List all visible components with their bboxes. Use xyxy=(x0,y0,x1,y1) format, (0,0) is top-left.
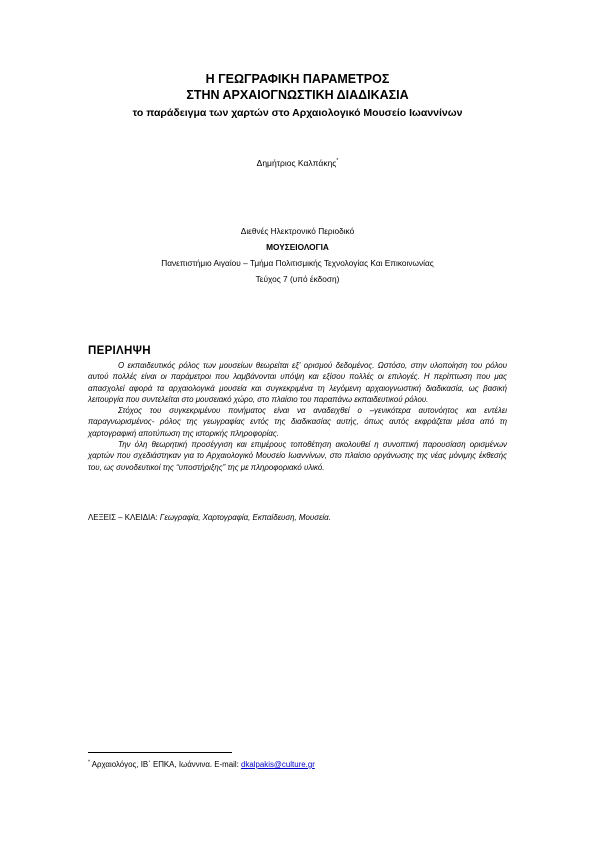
author-name: Δημήτριος Καλπάκης xyxy=(256,158,337,168)
journal-name: ΜΟΥΣΕΙΟΛΟΓΙΑ xyxy=(266,242,329,252)
abstract-heading: ΠΕΡΙΛΗΨΗ xyxy=(88,345,151,357)
footnote xyxy=(88,760,315,769)
footnote-separator xyxy=(88,752,232,753)
keywords-line xyxy=(88,513,331,522)
subtitle: το παράδειγμα των χαρτών στο Αρχαιολογικό Μουσείο Ιωαννίνων xyxy=(132,107,463,119)
keywords-terms: Γεωγραφία, Χαρτογραφία, Εκπαίδευση, Μουσεία. xyxy=(159,513,331,522)
abstract-paragraph-2: Στόχος του συγκεκριμένου πονήματος είναι να αναδειχθεί ο –γενικότερα αυτονόητος και εντέλει παραγνωρισμένος- ρόλος της γεωγραφίας εντός της διαδικασίας αυτής, όπως αυτός εκφράζεται μέσα από τη χαρτογραφική αποτύπωση της ιστορικής πληροφορίας. xyxy=(88,406,507,438)
abstract-paragraph-1: Ο εκπαιδευτικός ρόλος των μουσείων θεωρείται εξ' ορισμού δεδομένος. Ωστόσο, στην υλοποίηση του ρόλου αυτού πολλές είναι οι παράμετροι που λαμβάνονται υπόψη και εξίσου πολλές οι επιλογές. Η περίπτωση που μας απασχολεί αφορά τα αρχαιολογικά μουσεία και συγκεκριμένα τη λεγόμενη αρχαιογνωστική διαδικασία, ως βασική λειτουργία που συντελείται στο μουσειακό χώρο, στο πλαίσιο του παραπάνω εκπαιδευτικού ρόλου. xyxy=(88,361,507,404)
keywords-label: ΛΕΞΕΙΣ – ΚΛΕΙΔΙΑ: xyxy=(88,513,158,522)
title-line-1: Η ΓΕΩΓΡΑΦΙΚΗ ΠΑΡΑΜΕΤΡΟΣ xyxy=(205,72,390,86)
author-line xyxy=(0,158,595,168)
footnote-email-link[interactable]: dkalpakis@culture.gr xyxy=(241,760,315,769)
journal-issue: Τεύχος 7 (υπό έκδοση) xyxy=(255,274,340,284)
footnote-text: Αρχαιολόγος, ΙΒ΄ ΕΠΚΑ, Ιωάννινα. E-mail: xyxy=(91,760,242,769)
journal-block xyxy=(0,223,595,287)
title-line-2: ΣΤΗΝ ΑΡΧΑΙΟΓΝΩΣΤΙΚΗ ΔΙΑΔΙΚΑΣΙΑ xyxy=(186,88,409,102)
journal-type: Διεθνές Ηλεκτρονικό Περιοδικό xyxy=(240,226,355,236)
abstract-body xyxy=(88,360,507,473)
journal-institution: Πανεπιστήμιο Αιγαίου – Τμήμα Πολιτισμικής Τεχνολογίας Και Επικοινωνίας xyxy=(161,258,434,268)
footnote-mark: * xyxy=(88,759,90,766)
abstract-paragraph-3: Την όλη θεωρητική προσέγγιση και επιμέρους τοποθέτηση ακολουθεί η συνοπτική παρουσίαση ορισμένων χαρτών που σχεδιάστηκαν για το Αρχαιολογικό Μουσείο Ιωαννίνων, στο πλαίσιο οργάνωσης της νέας μόνιμης έκθεσής του, ως συνοδευτικοί της “υποστήριξης” της με πληροφοριακό υλικό. xyxy=(88,440,507,472)
author-footnote-mark: * xyxy=(336,158,339,165)
